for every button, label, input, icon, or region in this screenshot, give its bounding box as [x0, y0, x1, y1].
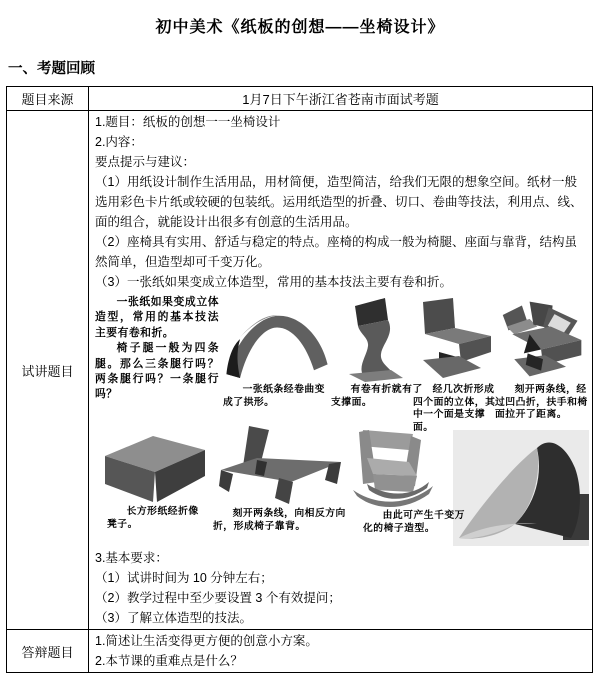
- defense-question-1: 1.简述让生活变得更方便的创意小方案。: [95, 634, 318, 648]
- sculptural-chair-illustration: [453, 430, 589, 546]
- requirements-heading: 3.基本要求：: [95, 551, 168, 565]
- figure-intro-text: [95, 294, 219, 402]
- lecture-hint-heading: 要点提示与建议：: [95, 155, 196, 169]
- lecture-point-2: （2）座椅具有实用、舒适与稳定的特点。座椅的构成一般为椅腿、座面与靠背，结构虽然简单，但造型却可千变万化。: [95, 235, 577, 269]
- lecture-point-3: （3）一张纸如果变成立体造型，常用的基本技法主要有卷和折。: [95, 275, 452, 289]
- roll-fold-illustration: [341, 296, 407, 382]
- lecture-content-cell: [89, 111, 593, 630]
- four-face-chair-illustration: [409, 296, 495, 382]
- requirement-1: （1）试讲时间为 10 分钟左右；: [95, 571, 273, 585]
- section-heading: 一、考题回顾: [8, 61, 95, 77]
- page-title: 初中美术《纸板的创想——坐椅设计》: [155, 19, 445, 36]
- figure-intro-paragraph-2: 椅子腿一般为四条腿。那么三条腿行吗？两条腿行吗？一条腿行吗？: [95, 341, 219, 401]
- caption-roll-fold: 有卷有折就有了支撑面。: [331, 384, 423, 408]
- caption-four-faces: 经几次折形成四个面的立体，其中一个面是支撑面。: [413, 384, 496, 433]
- source-row-label: 题目来源: [7, 87, 89, 111]
- requirement-2: （2）教学过程中至少要设置 3 个有效提问；: [95, 591, 341, 605]
- lecture-content-line: 2.内容：: [95, 135, 143, 149]
- sculptural-chair-photo: [453, 430, 589, 546]
- defense-row-label: 答辩题目: [7, 630, 89, 673]
- armrest-chair-illustration: [497, 296, 589, 382]
- arch-paper-illustration: [221, 308, 335, 380]
- defense-question-2: 2.本节课的重难点是什么？: [95, 654, 243, 668]
- rocking-chair-photo: [349, 426, 449, 508]
- lecture-row-label: 试讲题目: [7, 111, 89, 630]
- textbook-figure: [95, 294, 589, 546]
- table-row-source: [7, 87, 593, 111]
- table-row-defense: [7, 630, 593, 673]
- four-face-chair-photo: [409, 296, 495, 382]
- exam-review-table: [6, 86, 593, 673]
- lecture-point-1: （1）用纸设计制作生活用品，用材简便，造型简洁，给我们无限的想象空间。纸材一般选用彩色卡片纸或较硬的包装纸。运用纸造型的折叠、切口、卷曲等技法，利用点、线、面的组合，就能设计出很多有创意的生活用品。: [95, 175, 583, 229]
- stool-illustration: [99, 430, 209, 504]
- figure-intro-paragraph-1: 一张纸如果变成立体造型，常用的基本技法主要有卷和折。: [95, 295, 219, 339]
- caption-armrest: 刻开两条线，经过凹凸折，扶手和椅面拉开了距离。: [495, 384, 588, 420]
- caption-arch: 一张纸条经卷曲变成了拱形。: [223, 384, 325, 408]
- arch-paper-photo: [221, 308, 335, 380]
- stool-photo: [99, 430, 209, 504]
- requirement-3: （3）了解立体造型的技法。: [95, 611, 252, 625]
- rocking-chair-illustration: [349, 426, 449, 508]
- caption-variations: 由此可产生千变万化的椅子造型。: [363, 510, 465, 534]
- defense-content-cell: [89, 630, 593, 673]
- lecture-topic-line: 1.题目：纸板的创想一一坐椅设计: [95, 115, 281, 129]
- caption-backrest: 刻开两条线，向相反方向折，形成椅子靠背。: [213, 508, 346, 532]
- backrest-chair-photo: [217, 426, 345, 506]
- armrest-chair-photo: [497, 296, 589, 382]
- table-row-lecture: [7, 111, 593, 630]
- caption-stool: 长方形纸经折像凳子。: [107, 506, 199, 530]
- source-row-value: 1月7日下午浙江省苍南市面试考题: [89, 87, 593, 111]
- roll-fold-paper-photo: [341, 296, 407, 382]
- backrest-chair-illustration: [217, 426, 345, 506]
